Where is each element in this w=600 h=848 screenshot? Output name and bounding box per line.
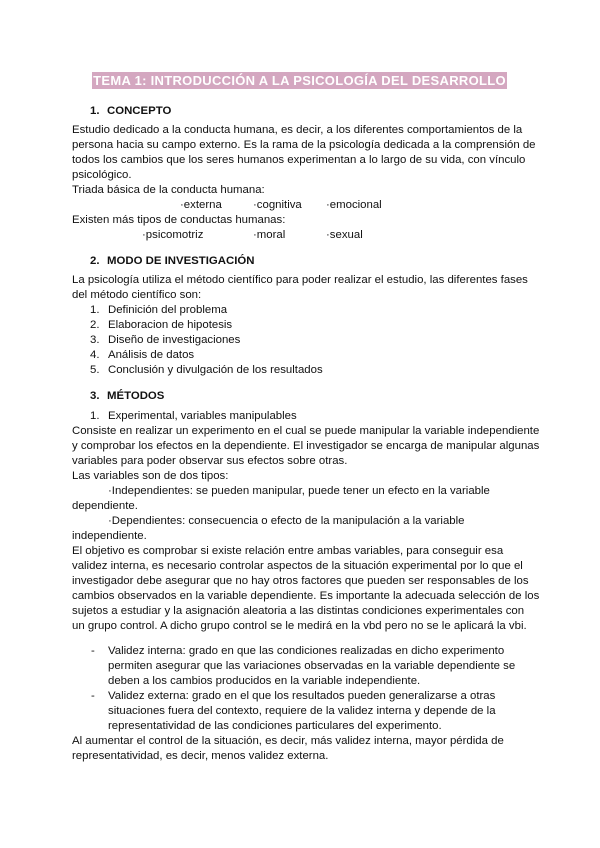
variable-independientes: ·Independientes: se pueden manipular, puede tener un efecto en la variable (108, 485, 490, 497)
list-text: Elaboracion de hipotesis (108, 319, 233, 331)
section-heading-metodos (90, 389, 164, 404)
list-text-line: deben a los cambios producidos en la variable independiente. (108, 675, 421, 687)
paragraph-line: sujetos a estudiar y la asignación aleatoria a las distintas condiciones experimentales con (72, 605, 525, 617)
paragraph-line: Estudio dedicado a la conducta humana, es decir, a los diferentes comportamientos de la (72, 124, 523, 136)
list-text: Definición del problema (108, 304, 228, 316)
variable-dependientes: ·Dependientes: consecuencia o efecto de la manipulación a la variable (108, 515, 465, 527)
variable-dependientes-cont: independiente. (72, 530, 147, 542)
section-title: MÉTODOS (107, 390, 165, 402)
validity-list (91, 644, 515, 734)
more-types-label: Existen más tipos de conductas humanas: (72, 214, 286, 226)
subsection-experimental (90, 409, 297, 424)
triad-item-emocional: ·emocional (326, 199, 382, 211)
list-item (90, 318, 323, 333)
list-item (90, 333, 323, 348)
list-text-line: Validez interna: grado en que las condiciones realizadas en dicho experimento (108, 645, 505, 657)
section-number: 3. (90, 390, 100, 402)
paragraph-line: El objetivo es comprobar si existe relación entre ambas variables, para conseguir esa (72, 545, 504, 557)
dash-bullet-icon: - (91, 645, 95, 657)
triad-item-externa: ·externa (180, 199, 222, 211)
list-text: Experimental, variables manipulables (108, 410, 297, 422)
section-number: 1. (90, 105, 100, 117)
triad-item-cognitiva: ·cognitiva (253, 199, 302, 211)
paragraph-line: psicológico. (72, 169, 132, 181)
paragraph-line: investigador debe asegurar que no hay otros factores que pueden ser responsables de los (72, 575, 529, 587)
objective-paragraph (72, 544, 540, 634)
list-text-line: situaciones fuera del contexto, requiere de la validez interna y depende de la (108, 705, 496, 717)
paragraph-line: un grupo control. A dicho grupo control se le medirá en la vbd pero no se le aplicará la vbi. (72, 620, 527, 632)
paragraph-line: cambios observados en la variable dependiente. Es importante la adecuada selección de los (72, 590, 540, 602)
list-item (90, 409, 297, 424)
list-number: 3. (90, 334, 100, 346)
paragraph-line: validez interna, es necesario controlar aspectos de la situación experimental por lo que el (72, 560, 523, 572)
list-text-line: Validez externa: grado en el que los resultados pueden generalizarse a otras (108, 690, 496, 702)
variable-independientes-cont: dependiente. (72, 500, 138, 512)
section-title: MODO DE INVESTIGACIÓN (107, 255, 255, 267)
paragraph-line: La psicología utiliza el método científico para poder realizar el estudio, las diferentes fases (72, 274, 528, 286)
list-text: Análisis de datos (108, 349, 195, 361)
list-text-line: representatividad de las condiciones particulares del experimento. (108, 720, 442, 732)
list-item-validez-externa (91, 689, 515, 734)
dash-bullet-icon: - (91, 690, 95, 702)
list-number: 5. (90, 364, 100, 376)
list-text-line: permiten asegurar que las variaciones observadas en la variable dependiente se (108, 660, 516, 672)
type-item-sexual: ·sexual (326, 229, 363, 241)
paragraph-line: del método científico son: (72, 289, 202, 301)
scientific-method-steps (90, 303, 323, 378)
concepto-paragraph (72, 123, 534, 198)
list-text: Diseño de investigaciones (108, 334, 241, 346)
paragraph-line: Consiste en realizar un experimento en el cual se puede manipular la variable independiente (72, 425, 540, 437)
list-number: 1. (90, 304, 100, 316)
paragraph-line: todos los cambios que los seres humanos experimentan a lo largo de su vida, con vínculo (72, 154, 526, 166)
document-title: TEMA 1: INTRODUCCIÓN A LA PSICOLOGÍA DEL DESARROLLO (93, 73, 506, 88)
list-number: 4. (90, 349, 100, 361)
list-number: 1. (90, 410, 100, 422)
list-item (90, 363, 323, 378)
list-item (90, 348, 323, 363)
modo-investigacion-paragraph (72, 273, 534, 303)
paragraph-line: variables para poder observar sus efectos sobre otras. (72, 455, 348, 467)
variables-label: Las variables son de dos tipos: (72, 470, 229, 482)
type-item-psicomotriz: ·psicomotriz (142, 229, 204, 241)
section-heading-modo-investigacion (90, 254, 254, 269)
list-number: 2. (90, 319, 100, 331)
conclusion-paragraph (72, 734, 534, 764)
section-heading-concepto (90, 104, 171, 119)
section-number: 2. (90, 255, 100, 267)
metodos-paragraph (72, 424, 540, 484)
paragraph-line: persona hacia su campo externo. Es la rama de la psicología dedicada a la comprensión de (72, 139, 536, 151)
triad-label: Triada básica de la conducta humana: (72, 184, 265, 196)
list-text: Conclusión y divulgación de los resultados (108, 364, 323, 376)
list-item-validez-interna (91, 644, 515, 689)
section-title: CONCEPTO (107, 105, 172, 117)
paragraph-line: Al aumentar el control de la situación, es decir, más validez interna, mayor pérdida de (72, 735, 504, 747)
paragraph-line: representatividad, es decir, menos validez externa. (72, 750, 329, 762)
paragraph-line: y comprobar los efectos en la dependiente. El investigador se encarga de manipular algunas (72, 440, 540, 452)
type-item-moral: ·moral (253, 229, 286, 241)
list-item (90, 303, 323, 318)
